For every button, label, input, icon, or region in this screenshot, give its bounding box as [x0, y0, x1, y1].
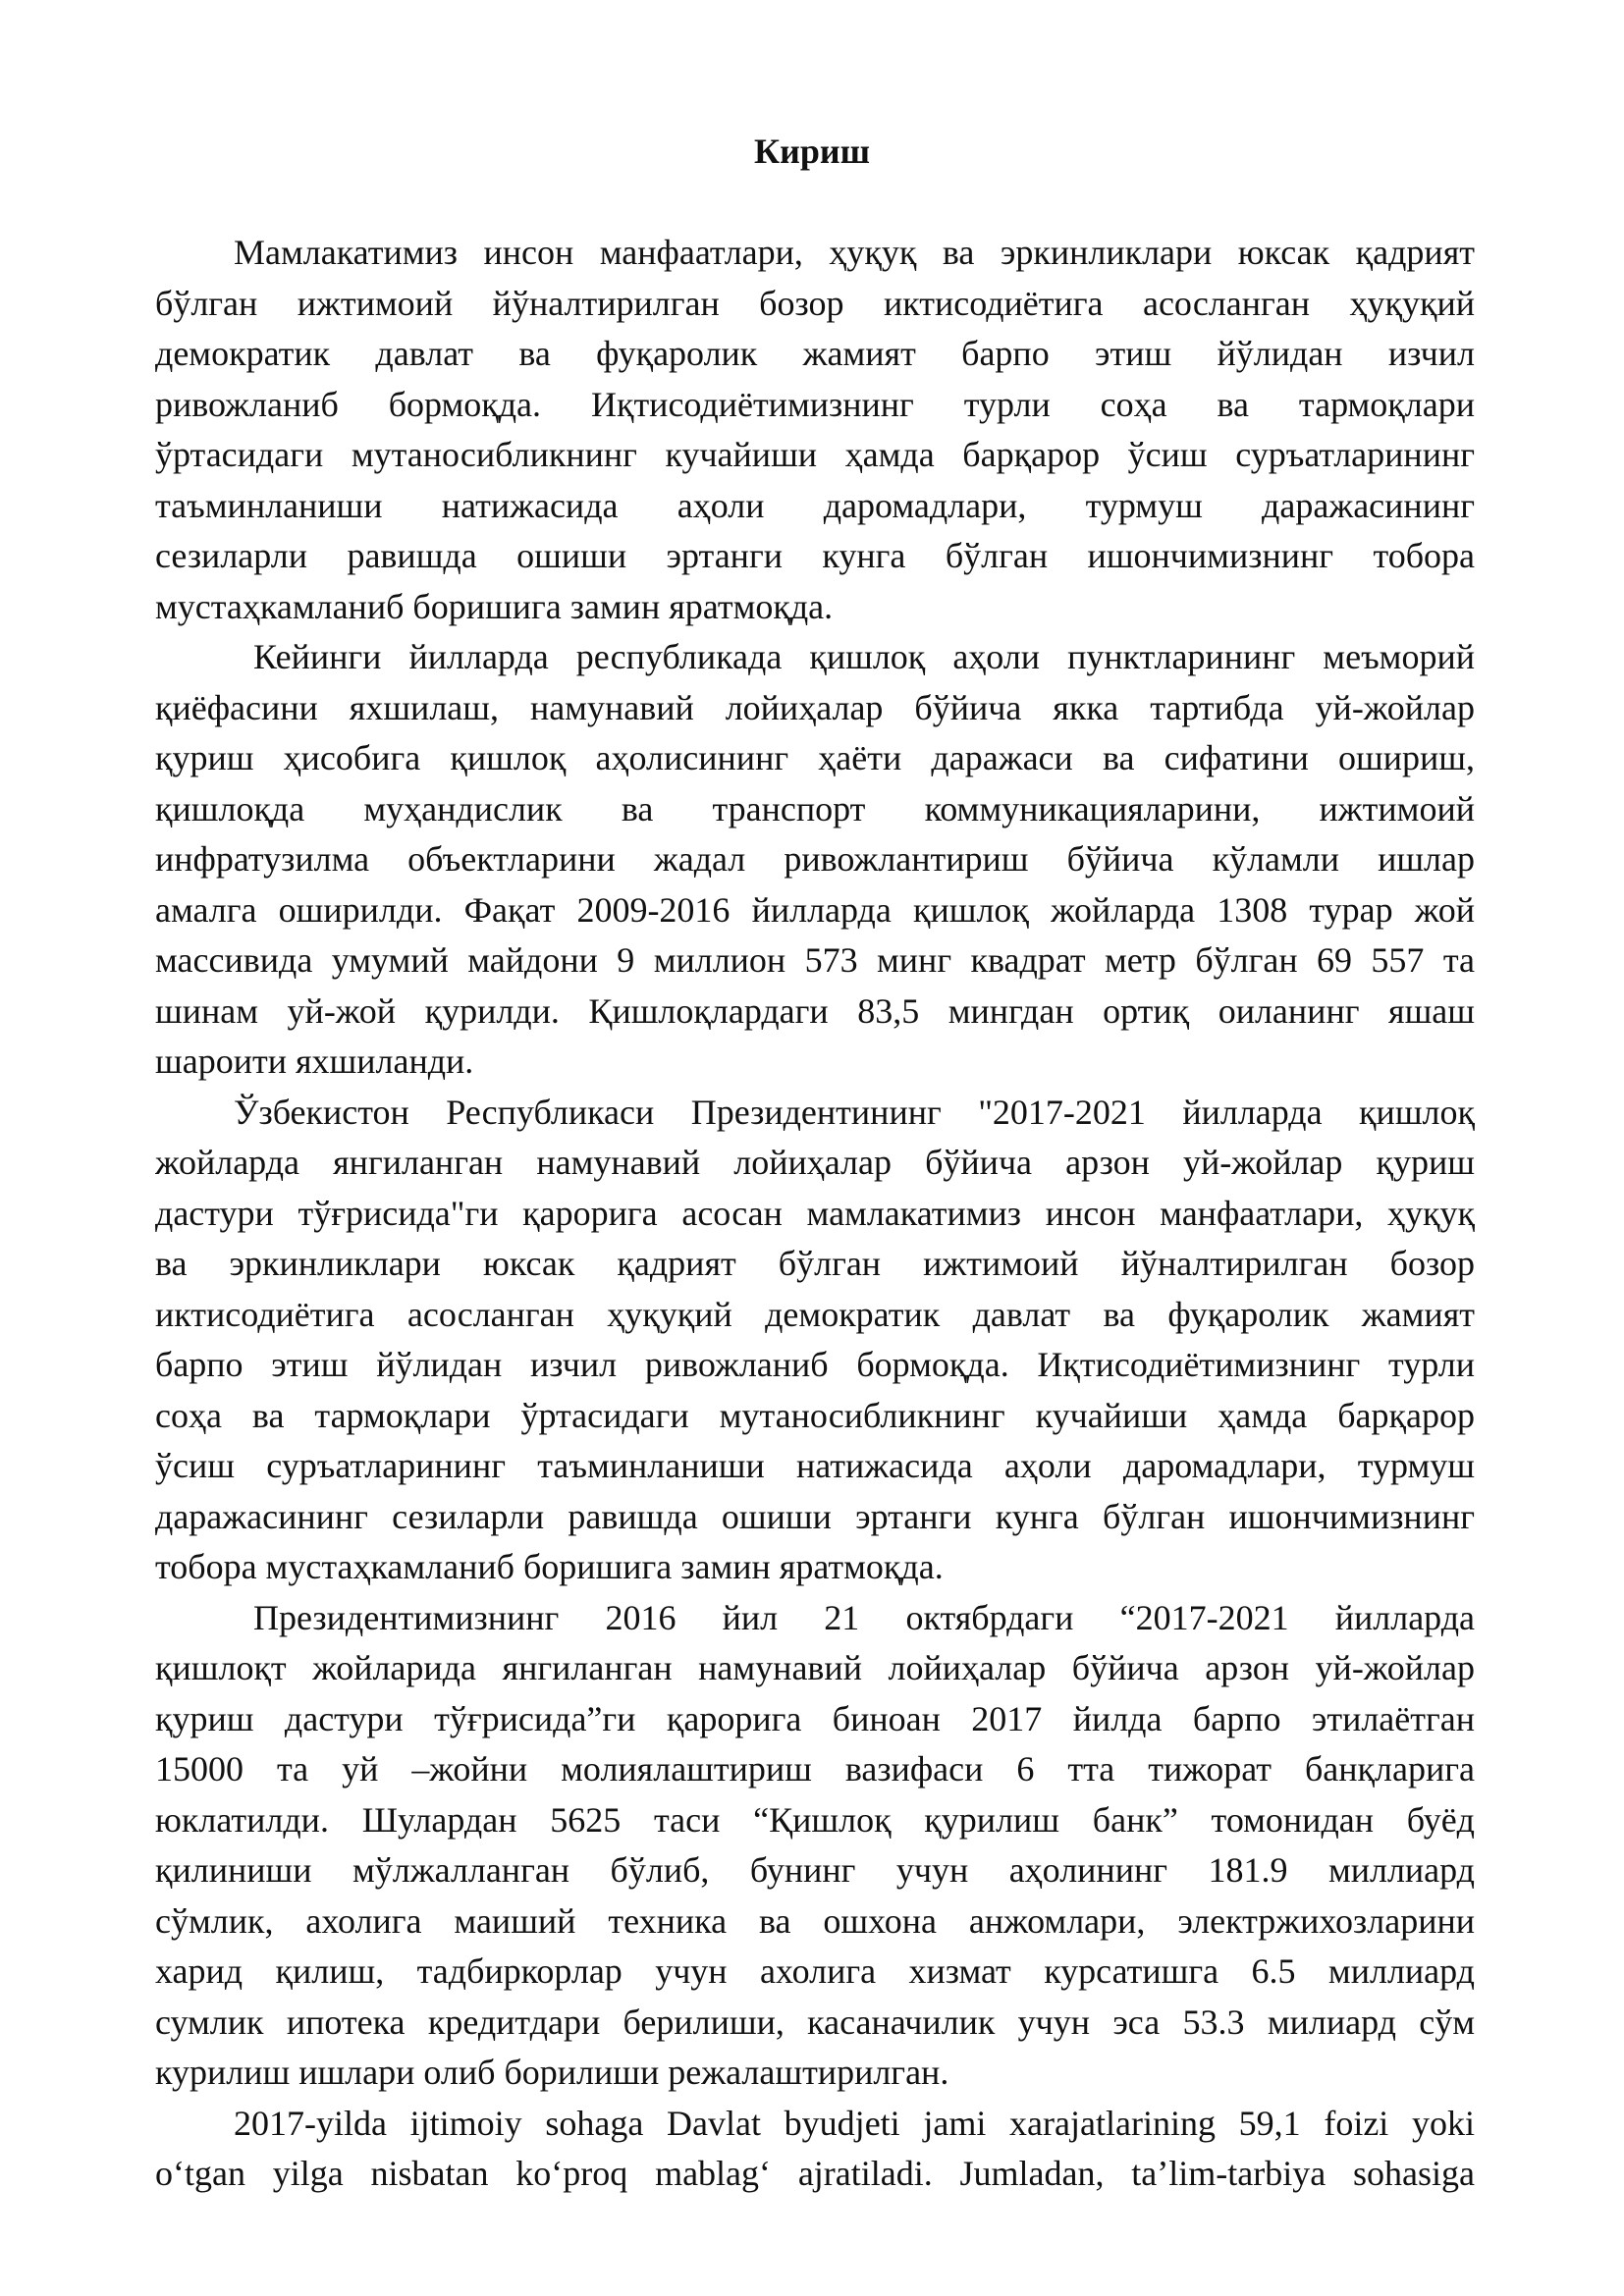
paragraph-line: барпо этиш йўлидан изчил ривожланиб бормоқда. Иқтисодиётимизнинг турли [155, 1345, 1475, 1384]
paragraph [155, 2099, 1475, 2200]
paragraph [155, 632, 1475, 1088]
paragraph-line: таъминланиши натижасида аҳоли даромадлари, турмуш даражасининг [155, 485, 1475, 525]
paragraph-line: массивида умумий майдони 9 миллион 573 минг квадрат метр бўлган 69 557 та [155, 940, 1475, 980]
paragraph-line: Президентимизнинг 2016 йил 21 октябрдаги “2017-2021 йилларда [253, 1597, 1475, 1637]
paragraph [155, 228, 1475, 632]
paragraph-line: дастури тўғрисида"ги қарорига асосан мамлакатимиз инсон манфаатлари, ҳуқуқ [155, 1193, 1475, 1233]
paragraph-line: 2017-yilda ijtimoiy sohaga Davlat byudjeti jami xarajatlarining 59,1 foizi yoki [234, 2103, 1475, 2143]
paragraph-line: иктисодиётига асосланган ҳуқуқий демократик давлат ва фуқаролик жамият [155, 1294, 1475, 1334]
paragraph-line: соҳа ва тармоқлари ўртасидаги мутаносибликнинг кучайиши ҳамда барқарор [155, 1395, 1475, 1435]
paragraph-line: сумлик ипотека кредитдари берилиши, касаначилик учун эса 53.3 милиард сўм [155, 2002, 1475, 2042]
paragraph [155, 1593, 1475, 2099]
paragraph-line: қилиниши мўлжалланган бўлиб, бунинг учун аҳолининг 181.9 миллиард [155, 1850, 1475, 1890]
paragraph-line: ва эркинликлари юксак қадрият бўлган ижтимоий йўналтирилган бозор [155, 1244, 1475, 1283]
paragraph-line: жойларда янгиланган намунавий лойиҳалар бўйича арзон уй-жойлар қуриш [155, 1143, 1475, 1182]
paragraph-line: мустаҳкамланиб боришига замин яратмоқда. [155, 586, 834, 626]
paragraph-line: бўлган ижтимоий йўналтирилган бозор иктисодиётига асосланган ҳуқуқий [155, 283, 1475, 323]
paragraph-line: қуриш ҳисобига қишлоқ аҳолисининг ҳаёти даражаси ва сифатини ошириш, [155, 738, 1475, 777]
paragraph-line: Ўзбекистон Республикаси Президентининг "2017-2021 йилларда қишлоқ [234, 1092, 1475, 1132]
paragraph-line: шинам уй-жой қурилди. Қишлоқлардаги 83,5 мингдан ортиқ оиланинг яшаш [155, 990, 1475, 1031]
paragraph-line: даражасининг сезиларли равишда ошиши эртанги кунга бўлган ишончимизнинг [155, 1496, 1475, 1536]
paragraph-line: инфратузилма объектларини жадал ривожлантириш бўйича кўламли ишлар [155, 839, 1475, 879]
paragraph-line: oʻtgan yilga nisbatan koʻproq mablagʻ ajratiladi. Jumladan, taʼlim-tarbiya sohasiga [155, 2154, 1475, 2193]
paragraph-line: курилиш ишлари олиб борилиши режалаштирилган. [155, 2053, 949, 2092]
paragraph-line: қишлоқда муҳандислик ва транспорт коммуникацияларини, ижтимоий [155, 788, 1475, 828]
document-body [155, 228, 1475, 2200]
paragraph-line: қиёфасини яхшилаш, намунавий лойиҳалар бўйича якка тартибда уй-жойлар [155, 687, 1475, 727]
paragraph-line: демократик давлат ва фуқаролик жамият барпо этиш йўлидан изчил [155, 334, 1475, 373]
paragraph-line: ривожланиб бормоқда. Иқтисодиётимизнинг турли соҳа ва тармоқлари [155, 384, 1475, 424]
paragraph-line: сўмлик, ахолига маиший техника ва ошхона анжомлари, электржихозларини [155, 1900, 1475, 1941]
paragraph-line: қуриш дастури тўғрисида”ги қарорига биноан 2017 йилда барпо этилаётган [155, 1698, 1475, 1738]
paragraph-line: 15000 та уй –жойни молиялаштириш вазифаси 6 тта тижорат банқларига [155, 1749, 1475, 1789]
paragraph-line: Кейинги йилларда республикада қишлоқ аҳоли пунктларининг меъморий [253, 637, 1475, 676]
paragraph-line: тобора мустаҳкамланиб боришига замин яратмоқда. [155, 1547, 944, 1586]
paragraph-line: шароити яхшиланди. [155, 1041, 474, 1081]
page-title: Кириш [753, 132, 870, 171]
paragraph-line: Мамлакатимиз инсон манфаатлари, ҳуқуқ ва эркинликлари юксак қадрият [234, 233, 1475, 272]
paragraph-line: қишлоқт жойларида янгиланган намунавий лойиҳалар бўйича арзон уй-жойлар [155, 1648, 1475, 1687]
paragraph-line: амалга оширилди. Фақат 2009-2016 йилларда қишлоқ жойларда 1308 турар жой [155, 889, 1475, 930]
paragraph-line: сезиларли равишда ошиши эртанги кунга бўлган ишончимизнинг тобора [155, 536, 1475, 575]
paragraph [155, 1088, 1475, 1593]
paragraph-line: юклатилди. Шулардан 5625 таси “Қишлоқ қурилиш банк” томонидан буёд [155, 1799, 1475, 1840]
paragraph-line: ўртасидаги мутаносибликнинг кучайиши ҳамда барқарор ўсиш суръатларининг [155, 435, 1475, 474]
paragraph-line: харид қилиш, тадбиркорлар учун ахолига хизмат курсатишга 6.5 миллиард [155, 1951, 1475, 1991]
paragraph-line: ўсиш суръатларининг таъминланиши натижасида аҳоли даромадлари, турмуш [155, 1446, 1475, 1485]
